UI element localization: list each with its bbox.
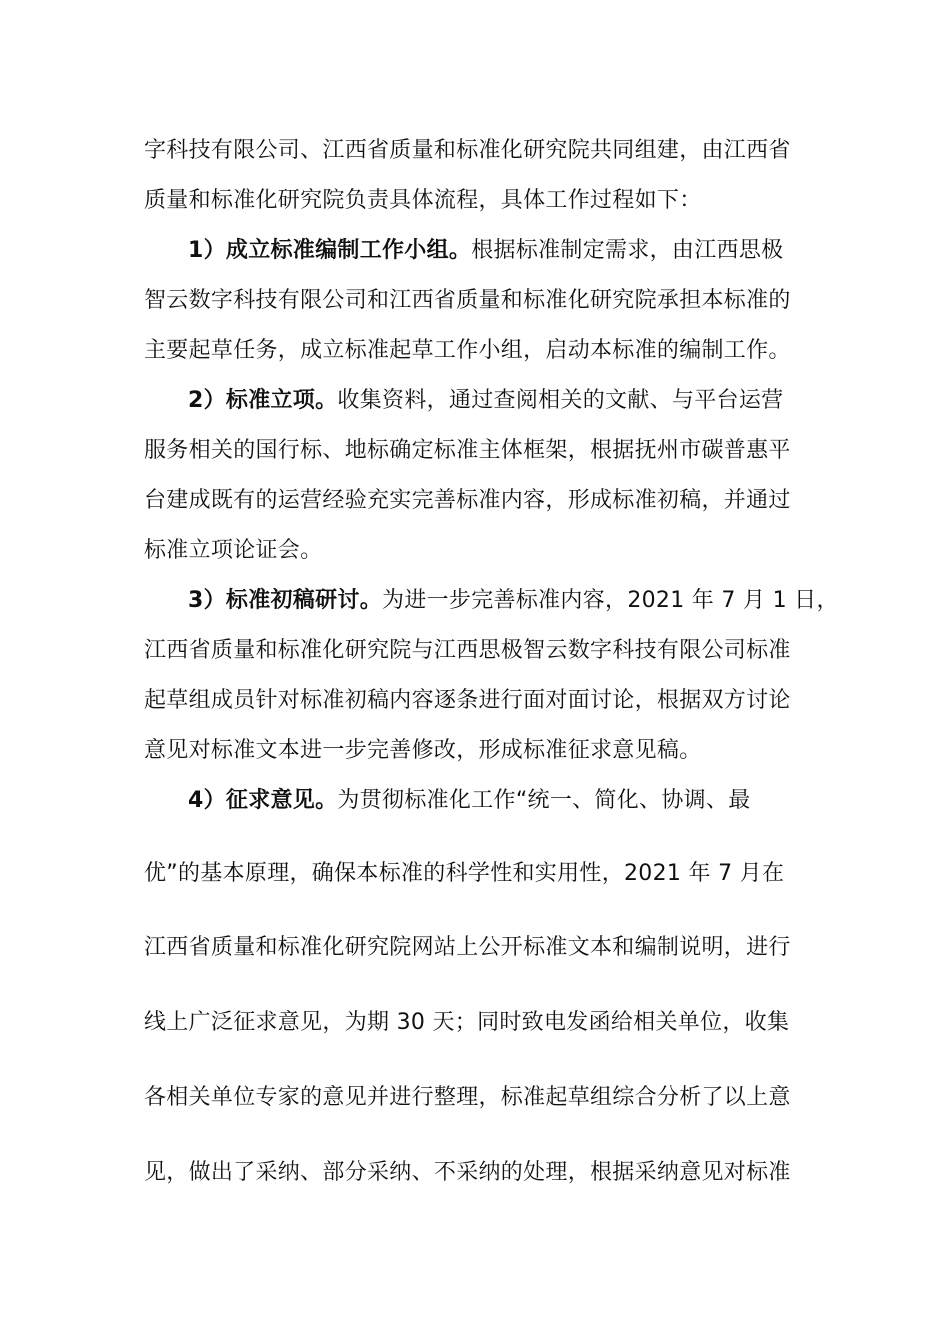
intro-line-1: 字科技有限公司、江西省质量和标准化研究院共同组建，由江西省 [144, 138, 791, 163]
step-1-heading: 1）成立标准编制工作小组。 [188, 238, 472, 263]
step-4-heading: 4）征求意见。 [188, 788, 338, 813]
step-4-line: 见，做出了采纳、部分采纳、不采纳的处理，根据采纳意见对标准 [144, 1160, 791, 1185]
step-2-first-text: 收集资料，通过查阅相关的文献、与平台运营 [337, 388, 784, 413]
step-2-first-line [188, 386, 814, 416]
step-4-line: 线上广泛征求意见，为期 30 天；同时致电发函给相关单位，收集 [144, 1010, 790, 1035]
step-1-first-text: 根据标准制定需求，由江西思极 [471, 238, 784, 263]
step-4-line: 各相关单位专家的意见并进行整理，标准起草组综合分析了以上意 [144, 1085, 791, 1110]
step-4-line: 江西省质量和标准化研究院网站上公开标准文本和编制说明，进行 [144, 935, 791, 960]
step-1-line: 智云数字科技有限公司和江西省质量和标准化研究院承担本标准的 [144, 288, 791, 313]
step-2-line: 服务相关的国行标、地标确定标准主体框架，根据抚州市碳普惠平 [144, 438, 791, 463]
step-2-line: 台建成既有的运营经验充实完善标准内容，形成标准初稿，并通过 [144, 488, 791, 513]
step-3-line: 起草组成员针对标准初稿内容逐条进行面对面讨论，根据双方讨论 [144, 688, 791, 713]
step-3-first-text: 为进一步完善标准内容，2021 年 7 月 1 日， [382, 588, 839, 613]
step-4-first-line [188, 786, 814, 816]
step-1-line: 主要起草任务，成立标准起草工作小组，启动本标准的编制工作。 [144, 338, 791, 363]
step-3-heading: 3）标准初稿研讨。 [188, 588, 383, 613]
intro-line-2: 质量和标准化研究院负责具体流程，具体工作过程如下： [144, 188, 702, 213]
step-3-first-line [188, 586, 839, 616]
step-4-first-text: 为贯彻标准化工作“统一、简化、协调、最 [337, 788, 751, 813]
step-2-heading: 2）标准立项。 [188, 388, 338, 413]
step-2-line: 标准立项论证会。 [144, 538, 323, 563]
step-1-first-line [188, 236, 814, 266]
step-4-line: 优”的基本原理，确保本标准的科学性和实用性，2021 年 7 月在 [144, 861, 785, 886]
step-3-line: 意见对标准文本进一步完善修改，形成标准征求意见稿。 [144, 738, 702, 763]
step-3-line: 江西省质量和标准化研究院与江西思极智云数字科技有限公司标准 [144, 638, 791, 663]
